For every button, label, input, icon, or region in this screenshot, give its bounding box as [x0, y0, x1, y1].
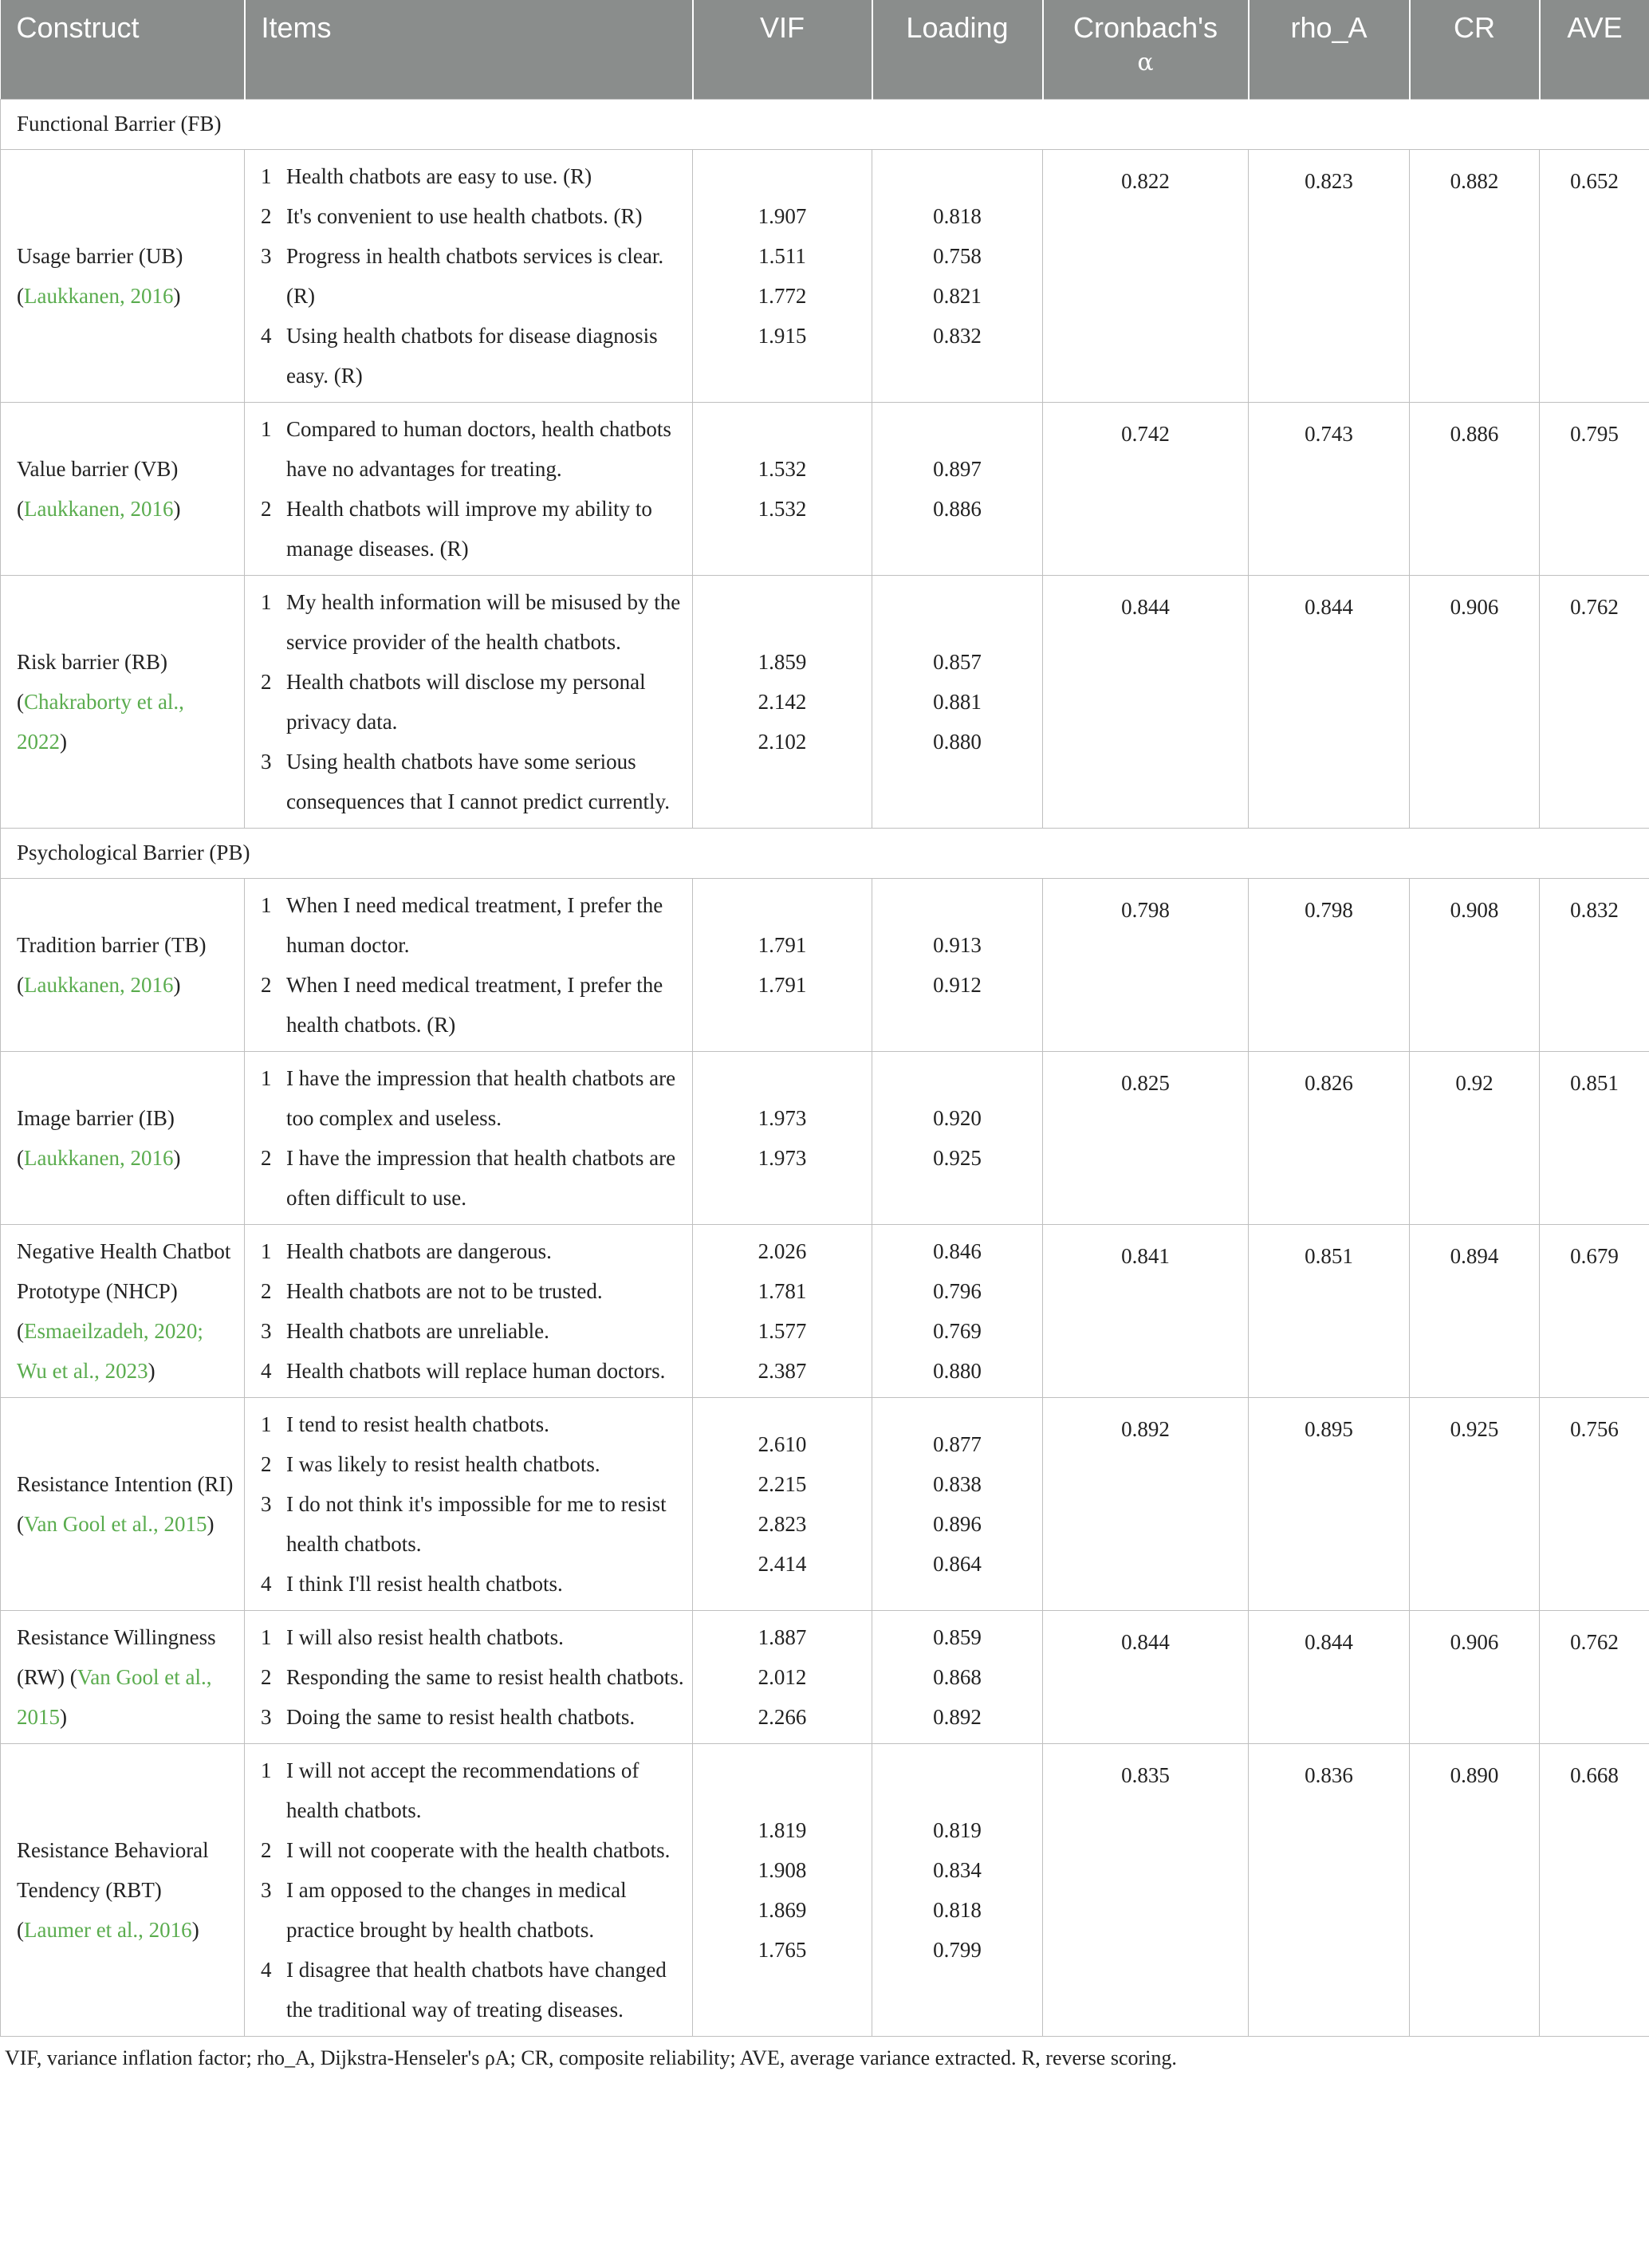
item-number: 3 — [261, 1492, 272, 1516]
vif-cell — [693, 1398, 872, 1611]
loading-value: 0.769 — [933, 1319, 982, 1343]
item-entry — [261, 409, 684, 489]
item-number: 1 — [261, 893, 272, 917]
loading-cell — [872, 150, 1043, 403]
item-number: 2 — [261, 1838, 272, 1862]
rho-a-value: 0.743 — [1249, 403, 1410, 576]
item-entry — [261, 1138, 684, 1218]
items-cell — [245, 576, 693, 829]
table-header — [1, 0, 1649, 100]
construct-cell: Value barrier (VB) (Laukkanen, 2016) — [1, 403, 245, 576]
loading-value: 0.897 — [933, 457, 982, 481]
loading-cell — [872, 576, 1043, 829]
item-entry — [261, 1564, 684, 1604]
citation-link[interactable]: Chakraborty et al., 2022 — [17, 690, 184, 754]
item-number: 4 — [261, 1572, 272, 1596]
vif-value: 2.414 — [758, 1552, 807, 1576]
loading-value: 0.832 — [933, 324, 982, 348]
item-entry — [261, 156, 684, 196]
vif-value: 2.215 — [758, 1472, 807, 1496]
item-entry — [261, 885, 684, 965]
loading-value: 0.925 — [933, 1146, 982, 1170]
item-number: 2 — [261, 1279, 272, 1303]
vif-value: 2.012 — [758, 1665, 807, 1689]
table-body — [1, 100, 1649, 2037]
header-cronbach-alpha: α — [1137, 48, 1154, 77]
vif-value: 1.819 — [758, 1818, 807, 1842]
construct-name: Usage barrier (UB) — [17, 244, 183, 268]
item-text: Doing the same to resist health chatbots. — [286, 1705, 636, 1729]
section-title: Functional Barrier (FB) — [1, 100, 1649, 150]
construct-cell: Resistance Willingness (RW) (Van Gool et al., 2015) — [1, 1611, 245, 1744]
item-text: Health chatbots are not to be trusted. — [286, 1279, 603, 1303]
item-text: Health chatbots are easy to use. (R) — [286, 164, 592, 188]
citation-link[interactable]: Laukkanen, 2016 — [24, 1146, 174, 1170]
table-row — [1, 576, 1649, 829]
loading-value: 0.864 — [933, 1552, 982, 1576]
header-vif: VIF — [693, 0, 872, 100]
vif-value: 2.026 — [758, 1239, 807, 1263]
construct-cell: Image barrier (IB) (Laukkanen, 2016) — [1, 1052, 245, 1225]
loading-value: 0.920 — [933, 1106, 982, 1130]
loading-value: 0.857 — [933, 650, 982, 674]
item-entry — [261, 1231, 684, 1271]
item-text: Health chatbots are unreliable. — [286, 1319, 549, 1343]
rho-a-value: 0.826 — [1249, 1052, 1410, 1225]
table-row — [1, 879, 1649, 1052]
construct-cell: Usage barrier (UB) (Laukkanen, 2016) — [1, 150, 245, 403]
table-footnote: VIF, variance inflation factor; rho_A, Dijkstra-Henseler's ρA; CR, composite reliability; AVE, average variance extracted. R, reverse scoring. — [5, 2046, 1177, 2069]
item-entry — [261, 1058, 684, 1138]
rho-a-value: 0.844 — [1249, 1611, 1410, 1744]
citation-link[interactable]: Laukkanen, 2016 — [24, 973, 174, 997]
item-number: 3 — [261, 1319, 272, 1343]
table-row — [1, 1398, 1649, 1611]
cr-value: 0.894 — [1410, 1225, 1540, 1398]
item-text: I will not cooperate with the health chatbots. — [286, 1838, 671, 1862]
item-number: 4 — [261, 1958, 272, 1982]
item-text: I will also resist health chatbots. — [286, 1625, 564, 1649]
cr-value: 0.906 — [1410, 1611, 1540, 1744]
items-cell — [245, 1225, 693, 1398]
cr-value: 0.925 — [1410, 1398, 1540, 1611]
item-entry — [261, 1404, 684, 1444]
construct-name: Tradition barrier (TB) — [17, 933, 207, 957]
item-number: 2 — [261, 1452, 272, 1476]
loading-value: 0.896 — [933, 1512, 982, 1536]
item-number: 4 — [261, 324, 272, 348]
loading-value: 0.821 — [933, 284, 982, 308]
item-text: Health chatbots will replace human doctors. — [286, 1359, 666, 1383]
item-text: Using health chatbots for disease diagnosis easy. (R) — [286, 324, 658, 388]
vif-value: 1.791 — [758, 933, 807, 957]
item-entry — [261, 316, 684, 396]
vif-cell — [693, 1744, 872, 2037]
construct-name: Resistance Behavioral Tendency (RBT) — [17, 1838, 209, 1902]
item-entry — [261, 1351, 684, 1391]
item-entry — [261, 1617, 684, 1657]
item-number: 2 — [261, 670, 272, 694]
loading-cell — [872, 1052, 1043, 1225]
vif-value: 1.973 — [758, 1106, 807, 1130]
ave-value: 0.832 — [1540, 879, 1649, 1052]
header-rho-a: rho_A — [1249, 0, 1410, 100]
item-number: 1 — [261, 164, 272, 188]
loading-value: 0.881 — [933, 690, 982, 714]
header-construct: Construct — [1, 0, 245, 100]
loading-value: 0.912 — [933, 973, 982, 997]
vif-cell — [693, 1225, 872, 1398]
vif-cell — [693, 879, 872, 1052]
vif-cell — [693, 403, 872, 576]
vif-value: 1.908 — [758, 1858, 807, 1882]
header-loading: Loading — [872, 0, 1043, 100]
ave-value: 0.668 — [1540, 1744, 1649, 2037]
loading-value: 0.880 — [933, 730, 982, 754]
ave-value: 0.762 — [1540, 1611, 1649, 1744]
items-cell — [245, 403, 693, 576]
cronbach-alpha-value: 0.822 — [1043, 150, 1249, 403]
construct-name: Risk barrier (RB) — [17, 650, 167, 674]
construct-cell: Risk barrier (RB) (Chakraborty et al., 2022) — [1, 576, 245, 829]
item-text: I disagree that health chatbots have changed the traditional way of treating diseases. — [286, 1958, 667, 2022]
vif-cell — [693, 1052, 872, 1225]
header-cronbach-label: Cronbach's — [1073, 11, 1218, 44]
loading-value: 0.868 — [933, 1665, 982, 1689]
citation-link[interactable]: Esmaeilzadeh, 2020; Wu et al., 2023 — [17, 1319, 203, 1383]
construct-cell: Resistance Intention (RI) (Van Gool et al., 2015) — [1, 1398, 245, 1611]
vif-value: 1.765 — [758, 1938, 807, 1962]
vif-value: 1.915 — [758, 324, 807, 348]
loading-value: 0.818 — [933, 204, 982, 228]
table-row — [1, 1052, 1649, 1225]
table-row — [1, 1225, 1649, 1398]
construct-cell: Negative Health Chatbot Prototype (NHCP) (Esmaeilzadeh, 2020; Wu et al., 2023) — [1, 1225, 245, 1398]
vif-value: 1.907 — [758, 204, 807, 228]
item-text: I tend to resist health chatbots. — [286, 1412, 549, 1436]
item-number: 3 — [261, 750, 272, 774]
loading-value: 0.796 — [933, 1279, 982, 1303]
item-text: When I need medical treatment, I prefer the human doctor. — [286, 893, 663, 957]
citation-link[interactable]: Laukkanen, 2016 — [24, 497, 174, 521]
cronbach-alpha-value: 0.742 — [1043, 403, 1249, 576]
item-text: When I need medical treatment, I prefer the health chatbots. (R) — [286, 973, 663, 1037]
cronbach-alpha-value: 0.835 — [1043, 1744, 1249, 2037]
cr-value: 0.886 — [1410, 403, 1540, 576]
item-number: 1 — [261, 1758, 272, 1782]
item-number: 2 — [261, 973, 272, 997]
vif-value: 2.387 — [758, 1359, 807, 1383]
rho-a-value: 0.798 — [1249, 879, 1410, 1052]
citation-link[interactable]: Laumer et al., 2016 — [24, 1918, 192, 1942]
item-number: 1 — [261, 1066, 272, 1090]
item-text: My health information will be misused by the service provider of the health chatbots. — [286, 590, 681, 654]
vif-cell — [693, 1611, 872, 1744]
item-entry — [261, 1750, 684, 1830]
item-number: 3 — [261, 244, 272, 268]
item-text: Health chatbots will disclose my personal privacy data. — [286, 670, 646, 734]
header-ave: AVE — [1540, 0, 1649, 100]
loading-value: 0.880 — [933, 1359, 982, 1383]
item-text: Progress in health chatbots services is clear. (R) — [286, 244, 664, 308]
vif-cell — [693, 150, 872, 403]
item-number: 4 — [261, 1359, 272, 1383]
cr-value: 0.882 — [1410, 150, 1540, 403]
vif-value: 1.973 — [758, 1146, 807, 1170]
item-text: Health chatbots are dangerous. — [286, 1239, 552, 1263]
items-cell — [245, 1398, 693, 1611]
cronbach-alpha-value: 0.825 — [1043, 1052, 1249, 1225]
item-entry — [261, 1950, 684, 2030]
vif-value: 1.532 — [758, 457, 807, 481]
item-entry — [261, 662, 684, 742]
items-cell — [245, 1744, 693, 2037]
rho-a-value: 0.844 — [1249, 576, 1410, 829]
vif-value: 2.610 — [758, 1432, 807, 1456]
ave-value: 0.851 — [1540, 1052, 1649, 1225]
section-row — [1, 829, 1649, 879]
vif-value: 1.781 — [758, 1279, 807, 1303]
ave-value: 0.756 — [1540, 1398, 1649, 1611]
item-entry — [261, 1484, 684, 1564]
vif-value: 1.791 — [758, 973, 807, 997]
item-number: 2 — [261, 497, 272, 521]
item-number: 3 — [261, 1878, 272, 1902]
item-entry — [261, 1830, 684, 1870]
item-entry — [261, 196, 684, 236]
construct-cell: Resistance Behavioral Tendency (RBT) (Laumer et al., 2016) — [1, 1744, 245, 2037]
cronbach-alpha-value: 0.841 — [1043, 1225, 1249, 1398]
rho-a-value: 0.895 — [1249, 1398, 1410, 1611]
loading-cell — [872, 879, 1043, 1052]
item-entry — [261, 1870, 684, 1950]
item-entry — [261, 1697, 684, 1737]
item-entry — [261, 489, 684, 569]
cronbach-alpha-value: 0.844 — [1043, 1611, 1249, 1744]
item-entry — [261, 1271, 684, 1311]
loading-value: 0.877 — [933, 1432, 982, 1456]
section-row — [1, 100, 1649, 150]
item-text: Responding the same to resist health chatbots. — [286, 1665, 684, 1689]
item-text: Health chatbots will improve my ability to manage diseases. (R) — [286, 497, 652, 561]
construct-name: Resistance Willingness (RW) — [17, 1625, 216, 1689]
loading-cell — [872, 1744, 1043, 2037]
items-cell — [245, 1052, 693, 1225]
ave-value: 0.652 — [1540, 150, 1649, 403]
construct-name: Value barrier (VB) — [17, 457, 179, 481]
construct-cell: Tradition barrier (TB) (Laukkanen, 2016) — [1, 879, 245, 1052]
item-text: I have the impression that health chatbots are often difficult to use. — [286, 1146, 676, 1210]
cronbach-alpha-value: 0.798 — [1043, 879, 1249, 1052]
loading-value: 0.838 — [933, 1472, 982, 1496]
loading-value: 0.846 — [933, 1239, 982, 1263]
citation-link[interactable]: Van Gool et al., 2015 — [24, 1512, 207, 1536]
item-text: I think I'll resist health chatbots. — [286, 1572, 563, 1596]
item-number: 2 — [261, 204, 272, 228]
item-entry — [261, 1311, 684, 1351]
item-entry — [261, 742, 684, 821]
vif-value: 1.869 — [758, 1898, 807, 1922]
table-row — [1, 1744, 1649, 2037]
ave-value: 0.762 — [1540, 576, 1649, 829]
item-text: Using health chatbots have some serious consequences that I cannot predict currently. — [286, 750, 671, 813]
vif-cell — [693, 576, 872, 829]
vif-value: 2.102 — [758, 730, 807, 754]
rho-a-value: 0.823 — [1249, 150, 1410, 403]
item-number: 1 — [261, 417, 272, 441]
cronbach-alpha-value: 0.892 — [1043, 1398, 1249, 1611]
loading-value: 0.886 — [933, 497, 982, 521]
construct-name: Image barrier (IB) — [17, 1106, 175, 1130]
item-number: 2 — [261, 1665, 272, 1689]
loading-cell — [872, 1398, 1043, 1611]
header-cr: CR — [1410, 0, 1540, 100]
loading-value: 0.799 — [933, 1938, 982, 1962]
construct-name: Resistance Intention (RI) — [17, 1472, 234, 1496]
header-cronbach — [1043, 0, 1249, 100]
items-cell — [245, 150, 693, 403]
item-number: 1 — [261, 590, 272, 614]
vif-value: 2.266 — [758, 1705, 807, 1729]
citation-link[interactable]: Laukkanen, 2016 — [24, 284, 174, 308]
cronbach-alpha-value: 0.844 — [1043, 576, 1249, 829]
item-text: I do not think it's impossible for me to resist health chatbots. — [286, 1492, 667, 1556]
table-row — [1, 1611, 1649, 1744]
loading-value: 0.818 — [933, 1898, 982, 1922]
ave-value: 0.795 — [1540, 403, 1649, 576]
construct-name: Negative Health Chatbot Prototype (NHCP) — [17, 1239, 231, 1303]
cr-value: 0.92 — [1410, 1052, 1540, 1225]
rho-a-value: 0.836 — [1249, 1744, 1410, 2037]
item-text: It's convenient to use health chatbots. (R) — [286, 204, 643, 228]
vif-value: 1.532 — [758, 497, 807, 521]
vif-value: 2.823 — [758, 1512, 807, 1536]
items-cell — [245, 1611, 693, 1744]
vif-value: 1.577 — [758, 1319, 807, 1343]
loading-value: 0.819 — [933, 1818, 982, 1842]
loading-value: 0.892 — [933, 1705, 982, 1729]
item-text: I have the impression that health chatbots are too complex and useless. — [286, 1066, 676, 1130]
loading-value: 0.758 — [933, 244, 982, 268]
item-entry — [261, 1444, 684, 1484]
loading-value: 0.913 — [933, 933, 982, 957]
item-number: 1 — [261, 1412, 272, 1436]
vif-value: 1.887 — [758, 1625, 807, 1649]
item-number: 2 — [261, 1146, 272, 1170]
item-text: I am opposed to the changes in medical practice brought by health chatbots. — [286, 1878, 627, 1942]
item-text: Compared to human doctors, health chatbots have no advantages for treating. — [286, 417, 671, 481]
section-title: Psychological Barrier (PB) — [1, 829, 1649, 879]
table-row — [1, 150, 1649, 403]
loading-cell — [872, 403, 1043, 576]
loading-value: 0.834 — [933, 1858, 982, 1882]
vif-value: 1.511 — [758, 244, 806, 268]
ave-value: 0.679 — [1540, 1225, 1649, 1398]
vif-value: 1.859 — [758, 650, 807, 674]
header-items: Items — [245, 0, 693, 100]
item-entry — [261, 1657, 684, 1697]
item-number: 1 — [261, 1625, 272, 1649]
item-entry — [261, 236, 684, 316]
cr-value: 0.908 — [1410, 879, 1540, 1052]
vif-value: 2.142 — [758, 690, 807, 714]
item-entry — [261, 582, 684, 662]
item-number: 1 — [261, 1239, 272, 1263]
table-row — [1, 403, 1649, 576]
loading-cell — [872, 1611, 1043, 1744]
item-number: 3 — [261, 1705, 272, 1729]
citation-link[interactable]: Van Gool et al., 2015 — [17, 1665, 212, 1729]
item-text: I will not accept the recommendations of health chatbots. — [286, 1758, 640, 1822]
cr-value: 0.906 — [1410, 576, 1540, 829]
rho-a-value: 0.851 — [1249, 1225, 1410, 1398]
item-text: I was likely to resist health chatbots. — [286, 1452, 600, 1476]
cr-value: 0.890 — [1410, 1744, 1540, 2037]
items-cell — [245, 879, 693, 1052]
item-entry — [261, 965, 684, 1045]
loading-value: 0.859 — [933, 1625, 982, 1649]
loading-cell — [872, 1225, 1043, 1398]
vif-value: 1.772 — [758, 284, 807, 308]
